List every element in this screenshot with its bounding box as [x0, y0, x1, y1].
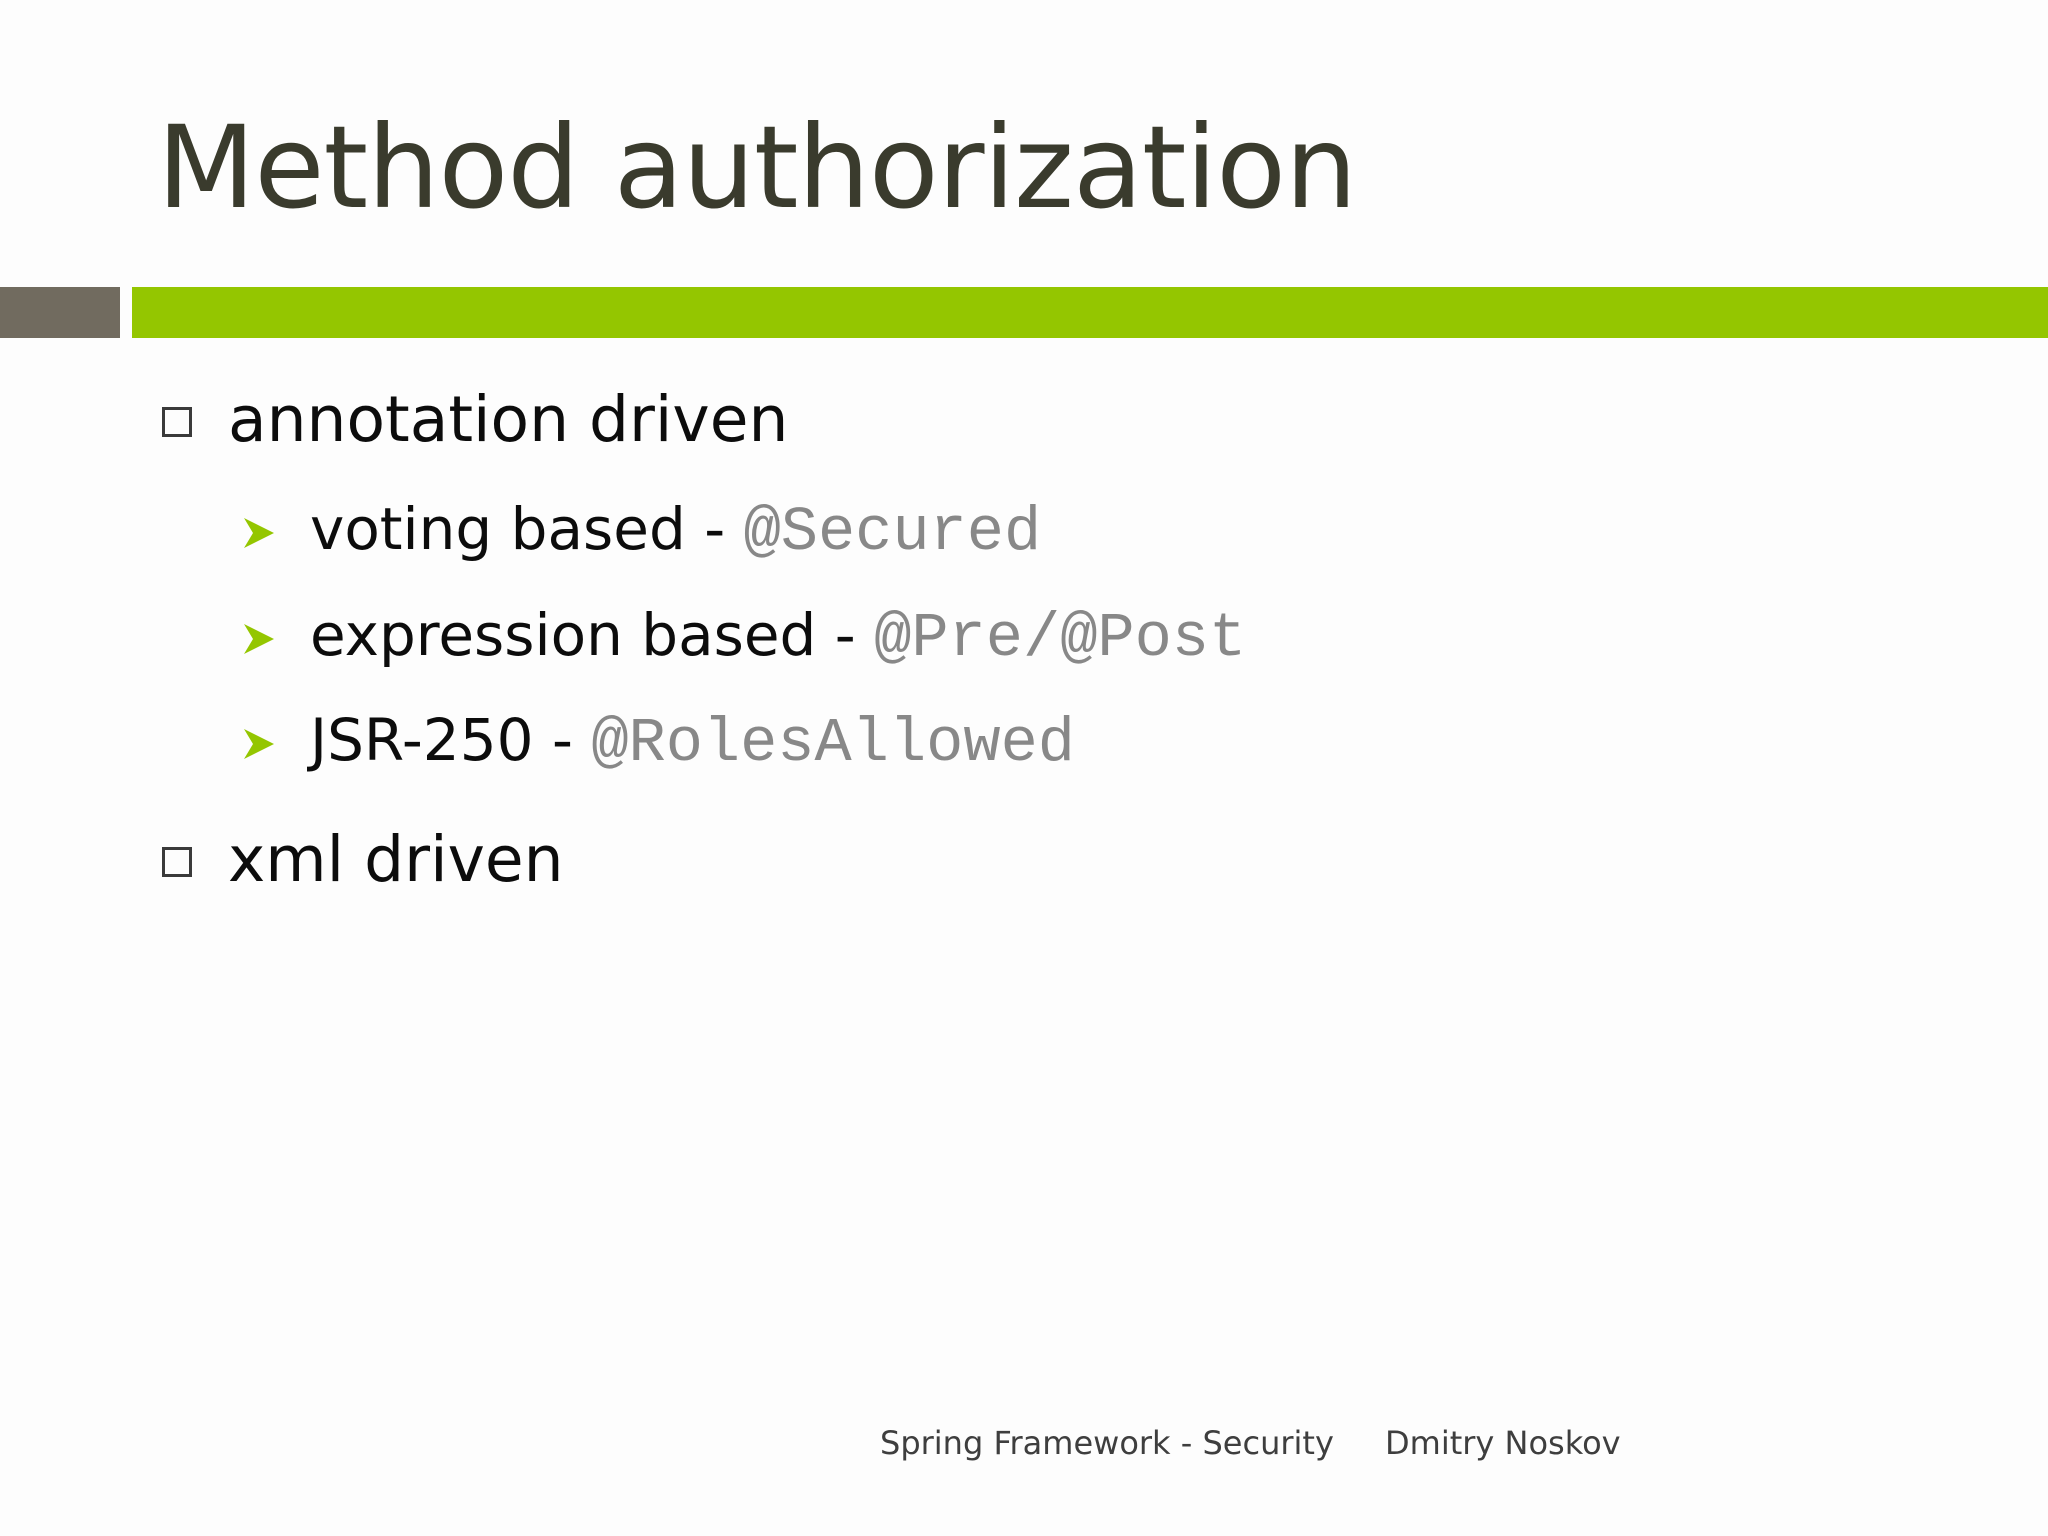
- footer-author: Dmitry Noskov: [1385, 1424, 1621, 1462]
- sub-bullet-text: expression based -: [310, 601, 875, 669]
- bullet-item-annotation-driven: [162, 380, 788, 460]
- bullet-text: xml driven: [228, 823, 564, 896]
- bullet-item-xml-driven: [162, 820, 564, 900]
- arrow-bullet-icon: [242, 621, 276, 657]
- title-divider-accent: [0, 287, 120, 338]
- sub-bullet-item-jsr-250: [242, 703, 1075, 781]
- arrow-bullet-icon: [242, 726, 276, 762]
- sub-bullet-text: voting based -: [310, 495, 744, 563]
- sub-bullet-item-voting-based: [242, 492, 1041, 570]
- slide-title: Method authorization: [157, 101, 1357, 234]
- bullet-text: annotation driven: [228, 383, 789, 456]
- sub-bullet-item-expression-based: [242, 598, 1246, 676]
- footer-course: Spring Framework - Security: [880, 1424, 1334, 1462]
- title-divider-bar: [132, 287, 2048, 338]
- annotation-code: @Pre/@Post: [874, 603, 1247, 674]
- arrow-bullet-icon: [242, 515, 276, 551]
- square-bullet-icon: [162, 407, 192, 437]
- sub-bullet-text: JSR-250 -: [310, 706, 592, 774]
- square-bullet-icon: [162, 847, 192, 877]
- annotation-code: @RolesAllowed: [591, 708, 1075, 779]
- annotation-code: @Secured: [743, 497, 1042, 568]
